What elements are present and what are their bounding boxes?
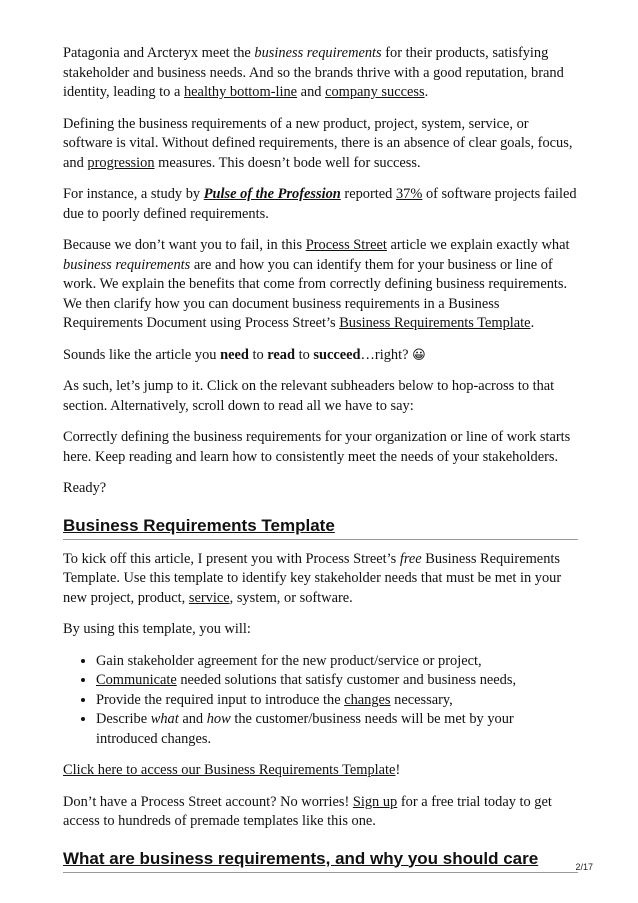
progression-link[interactable]: progression <box>87 154 155 171</box>
list-item <box>96 671 578 691</box>
intro-paragraph <box>63 44 578 103</box>
text: the customer/business needs will be met by your introduced changes. <box>96 711 514 747</box>
pulse-of-the-profession-link[interactable] <box>204 186 341 202</box>
37-percent-link[interactable]: 37% <box>395 186 423 202</box>
emphasis: what <box>150 711 179 727</box>
document-page <box>63 44 578 883</box>
access-template-link[interactable]: Click here to access our Business Requirements Template <box>63 762 396 778</box>
text: and <box>178 711 207 727</box>
text: ! <box>395 762 401 778</box>
text: Don’t have a Process Street account? No worries! <box>63 793 353 810</box>
company-success-link[interactable]: company success <box>325 84 425 100</box>
heading-text: What are business requirements, and why you should care <box>63 848 539 868</box>
section-heading-template[interactable] <box>63 515 578 540</box>
text: …right? <box>360 346 413 363</box>
ready-paragraph: Ready? <box>63 480 107 496</box>
signup-paragraph <box>63 793 578 832</box>
benefits-list <box>63 652 578 750</box>
text: to <box>248 346 268 363</box>
text: for a free trial today to get access to hundreds of premade templates like this one. <box>63 793 552 829</box>
emphasis: free <box>399 550 422 567</box>
text: are and how you can identify them for your business or line of work. We explain the benefits that come from correctly defining business requirements. We then clarify how you can document business requirements in a Business Requirements Document using Process Street’s <box>63 256 568 331</box>
text: . <box>530 315 535 331</box>
list-item: • Gain stakeholder agreement for the new product/service or project, <box>96 652 578 672</box>
text: of software projects failed due to poorly defined requirements. <box>63 186 577 222</box>
text: To kick off this article, I present you with Process Street’s <box>63 550 400 567</box>
jump-paragraph: As such, let’s jump to it. Click on the relevant subheaders below to hop-across to that section. Alternatively, scroll down to read all we have to say: <box>63 378 555 414</box>
text: Because we don’t want you to fail, in this <box>63 237 306 253</box>
text: article we explain exactly what <box>386 237 570 253</box>
changes-link[interactable]: changes <box>344 691 391 708</box>
link-text: Pulse of the Profession <box>203 186 341 202</box>
text: Sounds like the article you <box>63 346 221 363</box>
text: Provide the required input to introduce the <box>96 691 345 708</box>
study-paragraph <box>63 185 578 224</box>
using-paragraph: By using this template, you will: <box>63 621 251 637</box>
emphasis: business requirements <box>63 256 191 273</box>
service-link[interactable]: service <box>188 589 230 606</box>
sounds-paragraph <box>63 346 578 366</box>
business-requirements-template-link[interactable]: Business Requirements Template <box>339 315 531 331</box>
sign-up-link[interactable]: Sign up <box>352 793 398 810</box>
text: Patagonia and Arcteryx meet the <box>63 45 255 61</box>
list-item <box>96 691 578 711</box>
smiley-emoji-icon: 😀 <box>412 347 426 363</box>
correctly-paragraph: Correctly defining the business requirements for your organization or line of work starts here. Keep reading and learn how to consistently meet the needs of your stakeholders. <box>63 429 571 465</box>
communicate-link[interactable]: Communicate <box>96 672 177 688</box>
text: Defining the business requirements of a new product, project, system, service, or software is vital. Without defined requirements, there is an absence of clear goals, focus, and <box>63 115 573 171</box>
process-street-link[interactable]: Process Street <box>305 237 387 253</box>
access-template-paragraph <box>63 761 578 781</box>
text: Describe <box>96 711 151 727</box>
text: . <box>424 84 429 100</box>
text: measures. This doesn’t bode well for success. <box>154 154 421 171</box>
text: For instance, a study by <box>63 186 204 202</box>
defining-paragraph <box>63 115 578 174</box>
text: to <box>294 346 314 363</box>
explain-paragraph <box>63 236 578 334</box>
text: for their products, satisfying stakeholder and business needs. And so the brands thrive with a good reputation, brand identity, leading to a <box>63 45 564 100</box>
bold-text: need <box>220 346 249 363</box>
page-number: 2/17 <box>575 862 593 872</box>
text: Business Requirements Template. Use this template to identify key stakeholder needs that must be met in your new project, product, <box>63 550 562 606</box>
healthy-bottom-line-link[interactable]: healthy bottom-line <box>183 84 298 100</box>
bold-text: read <box>267 346 295 363</box>
bold-text: succeed <box>313 346 361 363</box>
section-heading-what-are[interactable] <box>63 848 578 873</box>
text: needed solutions that satisfy customer and business needs, <box>176 672 517 688</box>
emphasis: business requirements <box>254 45 382 61</box>
text: necessary, <box>390 691 453 708</box>
text: , system, or software. <box>229 589 353 606</box>
heading-text: Business Requirements Template <box>63 515 335 535</box>
text: and <box>297 84 326 100</box>
text: reported <box>340 186 396 202</box>
emphasis: how <box>206 711 231 727</box>
kickoff-paragraph <box>63 550 578 609</box>
list-item <box>96 710 578 749</box>
